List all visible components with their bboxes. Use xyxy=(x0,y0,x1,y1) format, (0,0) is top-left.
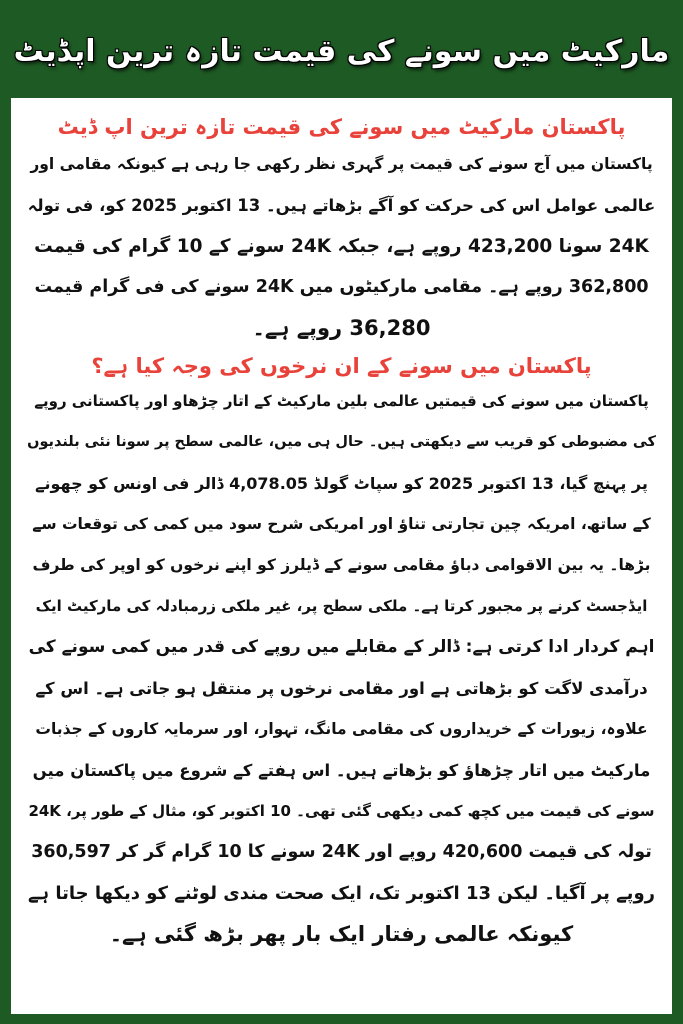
paragraph-line: کی مضبوطی کو قریب سے دیکھتی ہیں۔ حال ہی میں، عالمی سطح پر سونا نئی بلندیوں xyxy=(27,434,656,450)
section-price-update xyxy=(27,112,656,349)
paragraph-line: سونے کی قیمت میں کچھ کمی دیکھی گئی تھی۔ 10 اکتوبر کو، مثال کے طور پر، 24K xyxy=(28,802,655,820)
paragraph-price-reasons xyxy=(27,381,656,955)
paragraph-line: علاوہ، زیورات کے خریداروں کی مقامی مانگ، تہوار، اور سرمایہ کاروں کے جذبات xyxy=(35,720,648,738)
paragraph-line: پاکستان میں سونے کی قیمتیں عالمی بلین مارکیٹ کے اتار چڑھاو اور پاکستانی روپے xyxy=(34,392,649,410)
paragraph-line: کیونکہ عالمی رفتار ایک بار پھر بڑھ گئی ہے۔ xyxy=(109,922,574,946)
section-price-reasons xyxy=(27,351,656,955)
paragraph-line: بڑھا۔ یہ بین الاقوامی دباؤ مقامی سونے کے ڈیلرز کو اپنے نرخوں کو اوپر کی طرف xyxy=(32,556,651,574)
paragraph-line: اہم کردار ادا کرتی ہے: ڈالر کے مقابلے میں روپے کی قدر میں کمی سونے کی xyxy=(28,637,655,657)
section-heading-price-reasons: پاکستان میں سونے کے ان نرخوں کی وجہ کیا ہے؟ xyxy=(91,354,592,378)
paragraph-line: ایڈجسٹ کرنے پر مجبور کرتا ہے۔ ملکی سطح پر، غیر ملکی زرمبادلہ کی مارکیٹ ایک xyxy=(35,597,648,615)
paragraph-line: پاکستان میں آج سونے کی قیمت پر گہری نظر رکھی جا رہی ہے کیونکہ مقامی اور xyxy=(30,155,653,173)
article-panel xyxy=(11,98,672,1014)
paragraph-line: 24K سونا 423,200 روپے ہے، جبکہ 24K سونے کے 10 گرام کی قیمت xyxy=(34,236,649,257)
paragraph-line: کے ساتھ، امریکہ چین تجارتی تناؤ اور امریکی شرح سود میں کمی کی توقعات سے xyxy=(32,515,651,533)
section-heading-price-update: پاکستان مارکیٹ میں سونے کی قیمت تازہ ترین اپ ڈیٹ xyxy=(57,115,626,139)
paragraph-line: 36,280 روپے ہے۔ xyxy=(252,316,431,340)
paragraph-line: درآمدی لاگت کو بڑھاتی ہے اور مقامی نرخوں پر منتقل ہو جاتی ہے۔ اس کے xyxy=(35,679,648,698)
paragraph-line: عالمی عوامل اس کی حرکت کو آگے بڑھاتے ہیں۔ 13 اکتوبر 2025 کو، فی تولہ xyxy=(27,196,656,215)
header-banner xyxy=(0,0,683,98)
paragraph-line: تولہ کی قیمت 420,600 روپے اور 24K سونے کا 10 گرام گر کر 360,597 xyxy=(31,842,652,862)
page-title: مارکیٹ میں سونے کی قیمت تازہ ترین اپڈیٹ xyxy=(13,34,670,69)
paragraph-line: 362,800 روپے ہے۔ مقامی مارکیٹوں میں 24K سونے کی فی گرام قیمت xyxy=(34,277,649,297)
paragraph-line: مارکیٹ میں اتار چڑھاؤ کو بڑھاتے ہیں۔ اس ہفتے کے شروع میں پاکستان میں xyxy=(32,761,651,780)
paragraph-line: پر پہنچ گیا، 13 اکتوبر 2025 کو سپاٹ گولڈ 4,078.05 ڈالر فی اونس کو چھونے xyxy=(35,474,648,493)
paragraph-line: روپے پر آگیا۔ لیکن 13 اکتوبر تک، ایک صحت مندی لوٹنے کو دیکھا جاتا ہے xyxy=(27,883,655,904)
paragraph-price-update xyxy=(27,144,656,349)
